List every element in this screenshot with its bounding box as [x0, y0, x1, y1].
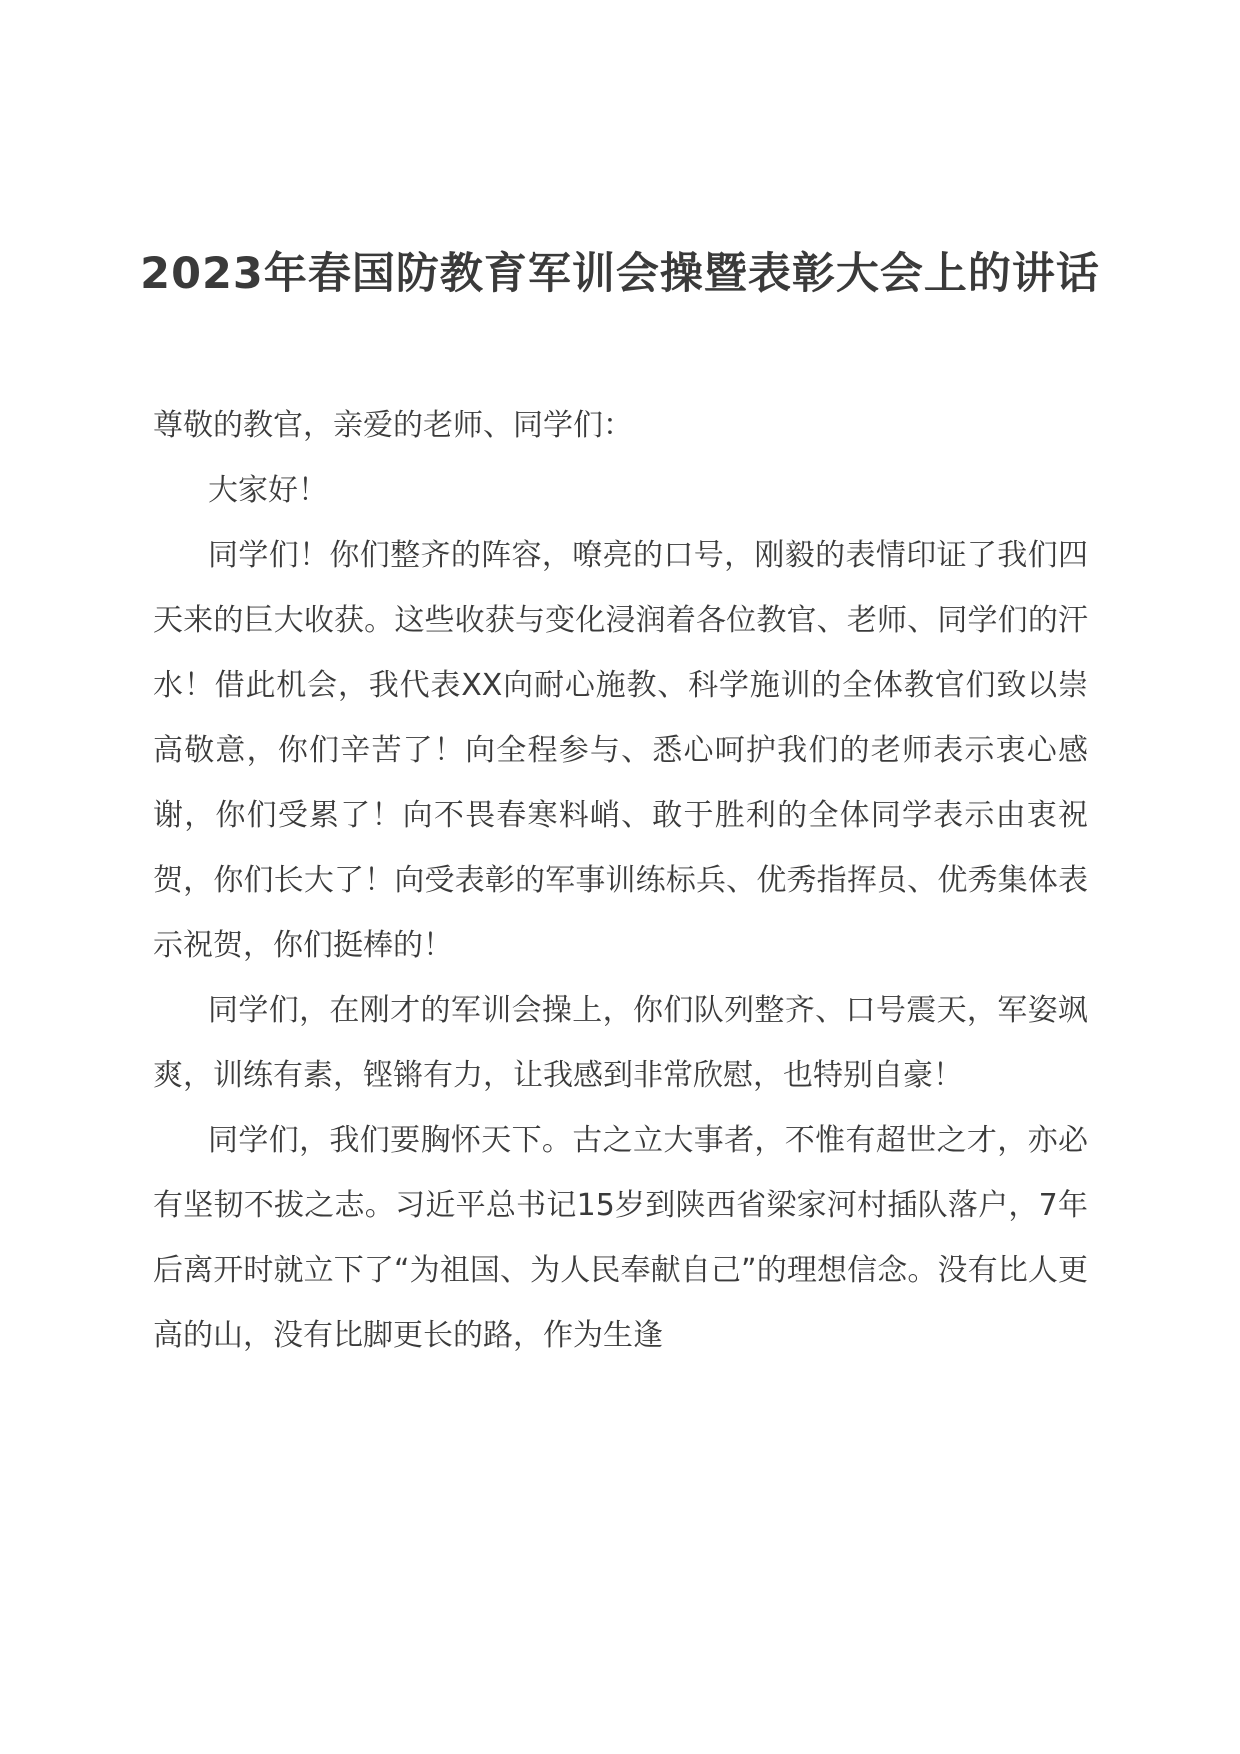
document-body: [153, 393, 1088, 1368]
paragraph-thanks: 同学们！你们整齐的阵容，嘹亮的口号，刚毅的表情印证了我们四天来的巨大收获。这些收获与变化浸润着各位教官、老师、同学们的汗水！借此机会，我代表XX向耐心施教、科学施训的全体教官们致以崇高敬意，你们辛苦了！向全程参与、悉心呵护我们的老师表示衷心感谢，你们受累了！向不畏春寒料峭、敢于胜利的全体同学表示由衷祝贺，你们长大了！向受表彰的军事训练标兵、优秀指挥员、优秀集体表示祝贺，你们挺棒的！: [153, 538, 1088, 963]
paragraph-greeting: 大家好！: [208, 473, 328, 508]
paragraph-praise: 同学们，在刚才的军训会操上，你们队列整齐、口号震天，军姿飒爽，训练有素，铿锵有力，让我感到非常欣慰，也特别自豪！: [153, 993, 1088, 1093]
paragraph-ambition: 同学们，我们要胸怀天下。古之立大事者，不惟有超世之才，亦必有坚韧不拔之志。习近平总书记15岁到陕西省梁家河村插队落户，7年后离开时就立下了“为祖国、为人民奉献自己”的理想信念。没有比人更高的山，没有比脚更长的路，作为生逢: [153, 1123, 1088, 1353]
document-title: 2023年春国防教育军训会操暨表彰大会上的讲话: [140, 249, 1100, 299]
salutation: 尊敬的教官，亲爱的老师、同学们：: [153, 408, 633, 443]
